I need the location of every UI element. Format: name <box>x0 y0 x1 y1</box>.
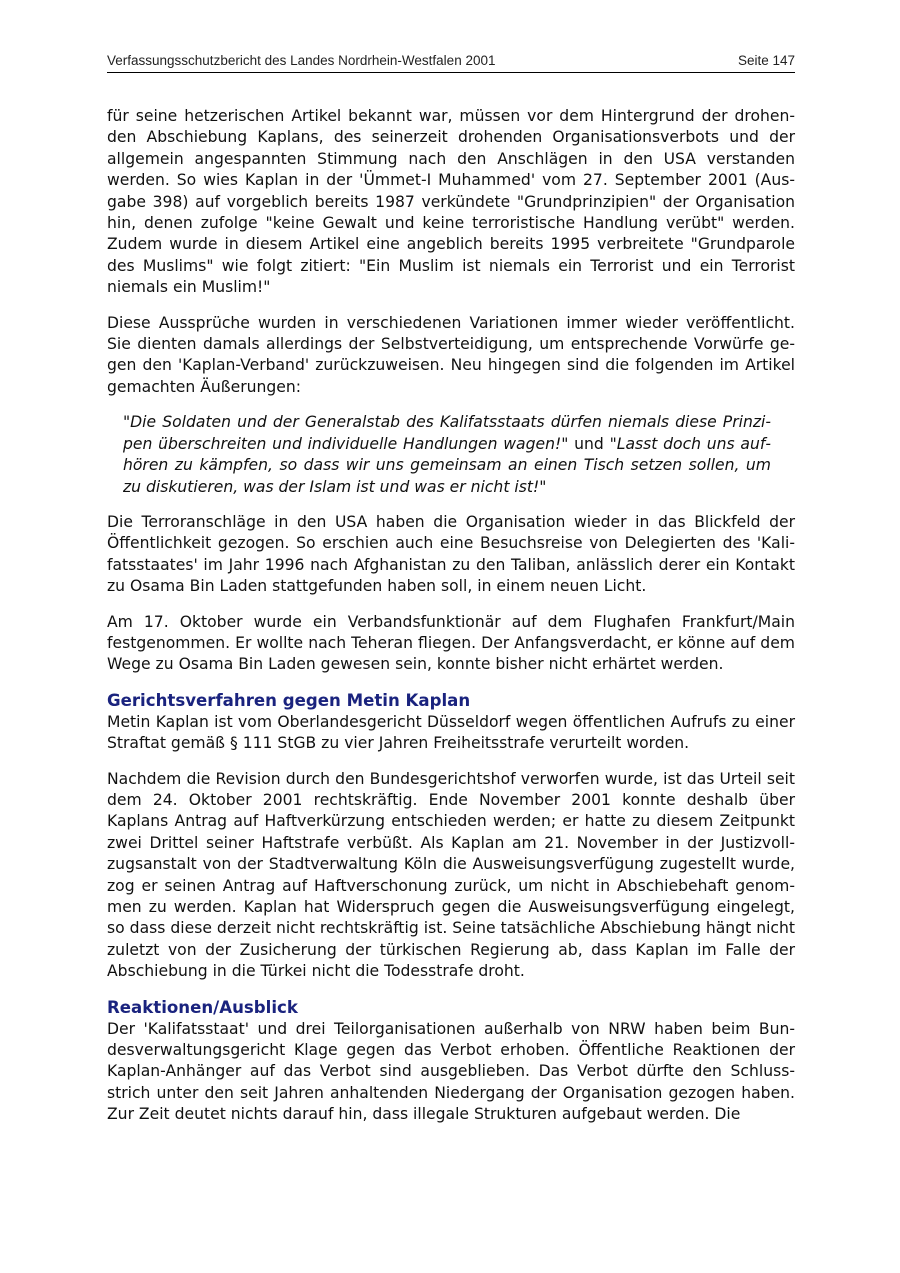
quote-part: "Lasst doch uns aufhören zu kämpfen, so dass wir uns gemeinsam an einen Tisch setzen sollen, um zu diskutieren, was der Islam ist und was er nicht ist!" <box>123 434 771 496</box>
paragraph: Die Terroranschläge in den USA haben die Organisation wieder in das Blickfeld der Öffentlichkeit gezogen. So erschien auch eine Besuchsreise von Delegierten des 'Kalifatsstaates' im Jahr 1996 nach Afghanistan zu den Taliban, anlässlich derer ein Kontakt zu Osama Bin Laden stattgefunden haben soll, in einem neuen Licht. <box>107 512 795 596</box>
paragraph: Am 17. Oktober wurde ein Verbandsfunktionär auf dem Flughafen Frankfurt/Main festgenommen. Er wollte nach Teheran fliegen. Der Anfangsverdacht, er könne auf dem Wege zu Osama Bin Laden gewesen sein, konnte bisher nicht erhärtet werden. <box>107 612 795 674</box>
paragraph: für seine hetzerischen Artikel bekannt war, müssen vor dem Hintergrund der drohenden Abschiebung Kaplans, des seinerzeit drohenden Organisationsverbots und der allgemein angespannten Stimmung nach den Anschlägen in den USA verstanden werden. So wies Kaplan in der 'Ümmet-I Muhammed' vom 27. September 2001 (Ausgabe 398) auf vorgeblich bereits 1987 verkündete "Grundprinzipien" der Organisation hin, denen zufolge "keine Gewalt und keine terroristische Handlung verübt" werden. Zudem wurde in diesem Artikel eine angeblich bereits 1995 verbreitete "Grundparole des Muslims" wie folgt zitiert: "Ein Muslim ist niemals ein Terrorist und ein Terrorist niemals ein Muslim!" <box>107 107 795 297</box>
paragraph: Metin Kaplan ist vom Oberlandesgericht Düsseldorf wegen öffentlichen Aufrufs zu einer Straftat gemäß § 111 StGB zu vier Jahren Freiheitsstrafe verurteilt worden. <box>107 712 795 753</box>
page-number: Seite 147 <box>737 53 795 68</box>
quote-part: "Die Soldaten und der Generalstab des Kalifatsstaats dürfen niemals diese Prinzipen überschreiten und individuelle Handlungen wagen!" <box>123 413 771 453</box>
quote-connector: und <box>568 434 610 453</box>
paragraph: Diese Aussprüche wurden in verschiedenen Variationen immer wieder veröffentlicht. Sie dienten damals allerdings der Selbstverteidigung, um entsprechende Vorwürfe gegen den 'Kaplan-Verband' zurückzuweisen. Neu hingegen sind die folgenden im Artikel gemachten Äußerungen: <box>107 313 795 396</box>
paragraph: Der 'Kalifatsstaat' und drei Teilorganisationen außerhalb von NRW haben beim Bundesverwaltungsgericht Klage gegen das Verbot erhoben. Öffentliche Reaktionen der Kaplan-Anhänger auf das Verbot sind ausgeblieben. Das Verbot dürfte den Schlussstrich unter den seit Jahren anhaltenden Niedergang der Organisation gezogen haben. Zur Zeit deutet nichts darauf hin, dass illegale Strukturen aufgebaut werden. Die <box>107 1019 795 1124</box>
block-quote <box>123 412 771 498</box>
running-header <box>107 52 795 73</box>
section-heading: Gerichtsverfahren gegen Metin Kaplan <box>107 690 471 710</box>
paragraph: Nachdem die Revision durch den Bundesgerichtshof verworfen wurde, ist das Urteil seit dem 24. Oktober 2001 rechtskräftig. Ende November 2001 konnte deshalb über Kaplans Antrag auf Haftverkürzung entschieden werden; er hatte zu diesem Zeitpunkt zwei Drittel seiner Haftstrafe verbüßt. Als Kaplan am 21. November in der Justizvollzugsanstalt von der Stadtverwaltung Köln die Ausweisungsverfügung zugestellt wurde, zog er seinen Antrag auf Haftverschonung zurück, um nicht in Abschiebehaft genommen zu werden. Kaplan hat Widerspruch gegen die Ausweisungsverfügung eingelegt, so dass diese derzeit nicht rechtskräftig ist. Seine tatsächliche Abschiebung hängt nicht zuletzt von der Zusicherung der türkischen Regierung ab, dass Kaplan im Falle der Abschiebung in die Türkei nicht die Todesstrafe droht. <box>107 769 795 981</box>
body-text <box>107 106 795 1126</box>
section-heading: Reaktionen/Ausblick <box>107 997 298 1017</box>
header-title: Verfassungsschutzbericht des Landes Nordrhein-Westfalen 2001 <box>107 53 496 68</box>
